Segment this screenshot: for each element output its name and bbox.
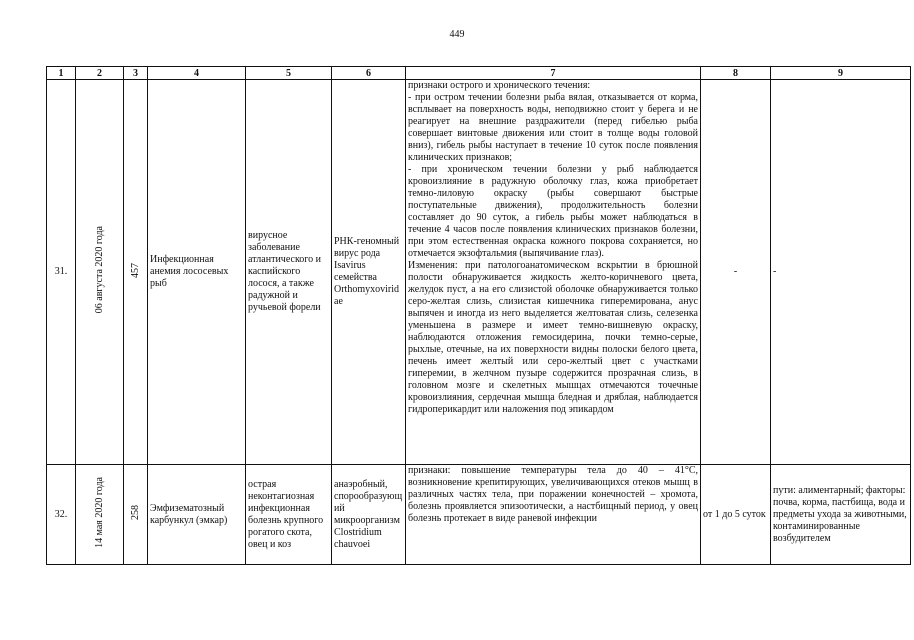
row-number: 31. [47, 80, 76, 465]
date-text: 06 августа 2020 года [93, 226, 105, 314]
col-header-7: 7 [406, 67, 701, 80]
col-header-4: 4 [148, 67, 246, 80]
header-row [47, 67, 911, 80]
col-header-2: 2 [76, 67, 124, 80]
col-header-6: 6 [332, 67, 406, 80]
description-paragraph: признаки острого и хронического течения: [408, 80, 591, 91]
code-text: 457 [129, 262, 141, 278]
date-cell [76, 465, 124, 565]
agent-description: РНК-геномный вирус рода Isavirus семейства Orthomyxoviridae [332, 80, 406, 465]
table-row [47, 80, 911, 465]
col-header-5: 5 [246, 67, 332, 80]
hosts-description: острая неконтагиозная инфекционная болезнь крупного рогатого скота, овец и коз [246, 465, 332, 565]
date-cell [76, 80, 124, 465]
code-cell [124, 465, 148, 565]
description-paragraph: - при остром течении болезни рыба вялая, отказывается от корма, всплывает на поверхность воды, неподвижно стоит у берега и не реагирует на внешние раздражители (перед гибелью рыба совершает винтовые движения или стоит в толще воды головой вниз), гибель рыбы наступает в течение 10 суток после появления клинических признаков; [408, 92, 698, 163]
description-paragraph: Изменения: при патологоанатомическом вскрытии в брюшной полости обнаруживается жидкость желто-коричневого цвета, желудок пуст, а на его слизистой оболочке обнаруживается только серо-желтая слизь, слизистая кишечника гиперемирована, анус выпячен и иногда из него выделяется желтоватая слизь, селезенка уменьшена в размере и имеет темно-вишневую окраску, наблюдаются отложения гемосидерина, почки темно-серые, рыхлые, отечные, на их поверхности видны полоски белого цвета, печень имеет желтый или серо-желтый цвет с участками гиперемии, в желчном пузыре содержится прозрачная слизь, в головном мозге и скелетных мышцах отмечаются точечные кровоизлияния, сердечная мышца бледная и дряблая, наблюдается гидроперикардит или наложения под эпикардом [408, 260, 698, 415]
page-number: 449 [449, 29, 465, 40]
table-row [47, 465, 911, 565]
date-text: 14 мая 2020 года [93, 477, 105, 548]
transmission: - [771, 80, 911, 465]
col-header-8: 8 [701, 67, 771, 80]
disease-name: Инфекционная анемия лососевых рыб [148, 80, 246, 465]
incubation-period: - [701, 80, 771, 465]
col-header-9: 9 [771, 67, 911, 80]
col-header-1: 1 [47, 67, 76, 80]
row-number: 32. [47, 465, 76, 565]
disease-name: Эмфизематозный карбункул (эмкар) [148, 465, 246, 565]
agent-description: анаэробный, спорообразующий микроорганизм Clostridium chauvoei [332, 465, 406, 565]
transmission: пути: алиментарный; факторы: почва, корма, пастбища, вода и предметы ухода за животными, контаминированные возбудителем [771, 465, 911, 565]
description-paragraph: признаки: повышение температуры тела до 40 – 41°C, возникновение крепитирующих, увеличивающихся отеков мышц в различных частях тела, при поражении конечностей – хромота, болезнь проявляется эпизоотически, а настбищный период, у овец болезнь протекает в виде раневой инфекции [408, 465, 698, 524]
clinical-description [406, 465, 701, 565]
hosts-description: вирусное заболевание атлантического и каспийского лосося, а также радужной и ручьевой форели [246, 80, 332, 465]
incubation-period: от 1 до 5 суток [701, 465, 771, 565]
code-text: 258 [129, 505, 141, 520]
disease-table [46, 66, 911, 565]
code-cell [124, 80, 148, 465]
clinical-description [406, 80, 701, 465]
col-header-3: 3 [124, 67, 148, 80]
description-paragraph: - при хроническом течении болезни у рыб наблюдается кровоизлияние в радужную оболочку глаз, кожа приобретает темно-лиловую окраску (рыбы совершают быстрые поступательные движения), продолжительность болезни составляет до 90 суток, а гибель рыбы может наблюдаться в течение 4 часов после появления клинических признаков болезни, при этом естественная окраска кожного покрова сохраняется, но отмечается экзофтальмия (выпячивание глаз). [408, 164, 698, 259]
